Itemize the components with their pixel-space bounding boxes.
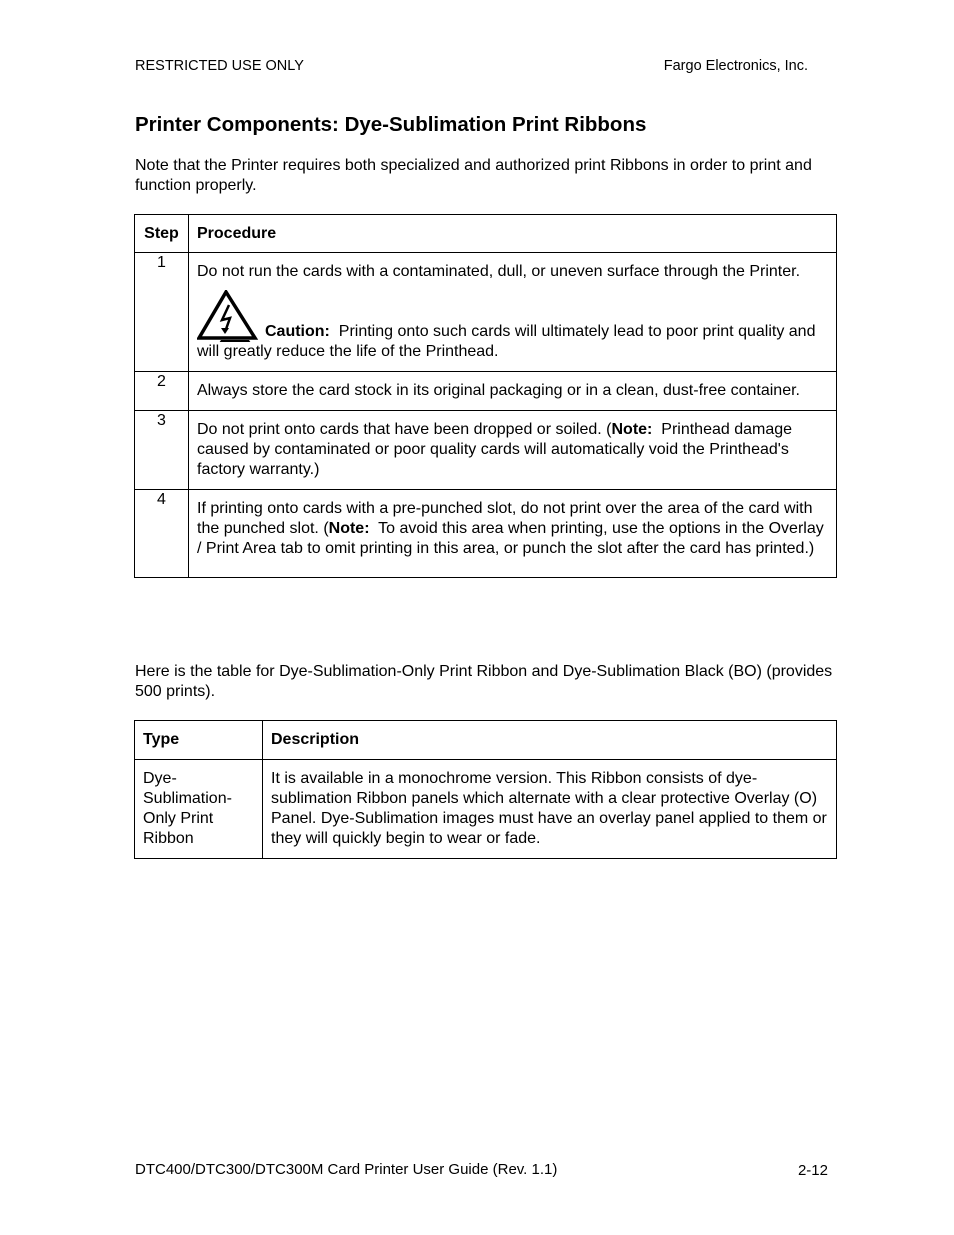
procedure-text: Do not run the cards with a contaminated, dull, or uneven surface through the Printer. bbox=[197, 263, 801, 280]
procedure-text-after: To avoid this area when printing, use the options in the Overlay / Print Area tab to omit printing in this area, or punch the slot after the card has printed.) bbox=[197, 520, 824, 557]
type-header: Type bbox=[135, 721, 263, 760]
description-cell: It is available in a monochrome version. This Ribbon consists of dye-sublimation Ribbon panels which alternate with a clear protective Overlay (O) Panel. Dye-Sublimation images must have an overlay panel applied to them or they will quickly begin to wear or fade. bbox=[263, 760, 837, 859]
intro-paragraph: Note that the Printer requires both specialized and authorized print Ribbons in order to print and function properly. bbox=[135, 157, 812, 194]
caution-label: Caution: bbox=[265, 323, 330, 340]
table-row bbox=[135, 372, 837, 411]
procedure-text-before: If printing onto cards with a pre-punched slot, do not print over the area of the card with the punched slot. ( bbox=[197, 500, 813, 537]
procedure-text-before: Do not print onto cards that have been dropped or soiled. ( bbox=[197, 421, 612, 438]
header-left: RESTRICTED USE ONLY bbox=[135, 58, 304, 74]
procedure-text: Always store the card stock in its original packaging or in a clean, dust-free container. bbox=[189, 372, 837, 411]
procedure-header: Procedure bbox=[189, 215, 837, 253]
procedure-cell bbox=[189, 253, 837, 372]
page-number: 2-12 bbox=[797, 1162, 828, 1179]
footer-guide-title: DTC400/DTC300/DTC300M Card Printer User Guide (Rev. 1.1) bbox=[135, 1161, 558, 1178]
table-row bbox=[135, 411, 837, 490]
caution-text: Printing onto such cards will ultimately lead to poor print quality and will greatly reduce the life of the Printhead. bbox=[197, 323, 816, 360]
caution-note bbox=[197, 290, 828, 362]
page-title: Printer Components: Dye-Sublimation Print Ribbons bbox=[135, 113, 647, 136]
types-header-row bbox=[135, 721, 837, 760]
procedure-text-after: Printhead damage caused by contaminated or poor quality cards will automatically void the Printhead's factory warranty.) bbox=[197, 421, 793, 478]
table-row bbox=[135, 253, 837, 372]
ribbon-table-intro: Here is the table for Dye-Sublimation-Only Print Ribbon and Dye-Sublimation Black (BO) (provides 500 prints). bbox=[135, 663, 833, 700]
note-label: Note: bbox=[328, 520, 370, 537]
steps-header-row bbox=[135, 215, 837, 253]
step-number: 4 bbox=[135, 490, 189, 578]
step-header: Step bbox=[135, 215, 189, 253]
warning-lightning-icon bbox=[197, 290, 259, 342]
table-row bbox=[135, 760, 837, 859]
type-cell: Dye-Sublimation-Only Print Ribbon bbox=[135, 760, 263, 859]
table-row bbox=[135, 490, 837, 578]
description-header: Description bbox=[263, 721, 837, 760]
procedure-cell bbox=[189, 490, 837, 578]
steps-table bbox=[134, 214, 837, 578]
procedure-cell bbox=[189, 411, 837, 490]
header-right: Fargo Electronics, Inc. bbox=[663, 58, 808, 74]
step-number: 3 bbox=[135, 411, 189, 490]
ribbon-types-table bbox=[134, 720, 837, 859]
step-number: 1 bbox=[135, 253, 189, 372]
step-number: 2 bbox=[135, 372, 189, 411]
note-label: Note: bbox=[611, 421, 653, 438]
